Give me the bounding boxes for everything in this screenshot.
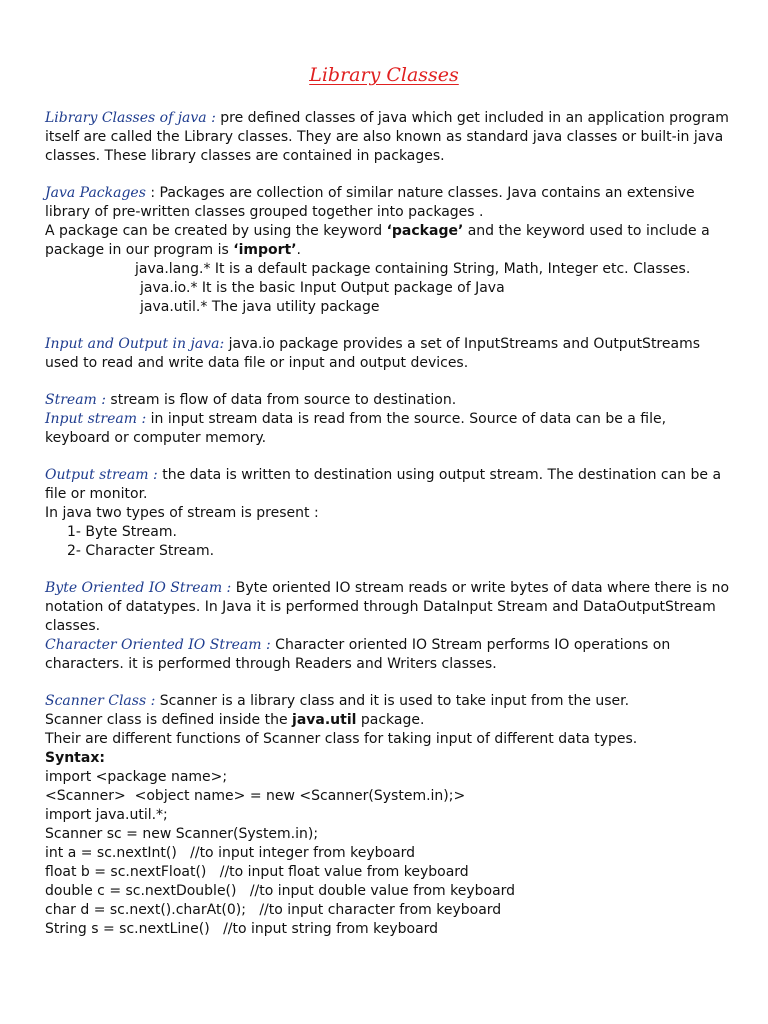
output-stream-paragraph: [45, 466, 735, 504]
code-line: Scanner sc = new Scanner(System.in);: [45, 826, 319, 842]
stream-heading: Stream :: [45, 392, 106, 408]
scanner-package-name: java.util: [292, 712, 357, 728]
code-line: float b = sc.nextFloat() //to input float value from keyboard: [45, 864, 469, 880]
stream-types-intro: In java two types of stream is present :: [45, 505, 319, 521]
package-item-java-util: java.util.* The java utility package: [140, 299, 380, 315]
syntax-label-line: [45, 749, 735, 768]
byte-stream-heading: Byte Oriented IO Stream :: [45, 580, 232, 596]
library-classes-heading: Library Classes of java :: [45, 110, 216, 126]
packages-keyword-paragraph: [45, 222, 735, 260]
scanner-paragraph: [45, 692, 735, 711]
char-stream-heading: Character Oriented IO Stream :: [45, 637, 271, 653]
keyword-import: ‘import’: [233, 242, 297, 258]
io-heading: Input and Output in java:: [45, 336, 225, 352]
list-item: 2- Character Stream.: [67, 543, 215, 559]
code-line: int a = sc.nextInt() //to input integer from keyboard: [45, 845, 416, 861]
io-paragraph: [45, 335, 735, 373]
input-stream-heading: Input stream :: [45, 411, 147, 427]
packages-text: : Packages are collection of similar nature classes. Java contains an extensive library of pre-written classes grouped together into packages .: [45, 185, 695, 220]
code-line: char d = sc.next().charAt(0); //to input character from keyboard: [45, 902, 502, 918]
code-line: double c = sc.nextDouble() //to input double value from keyboard: [45, 883, 516, 899]
stream-paragraph: [45, 391, 735, 410]
io-text: java.io package provides a set of InputStreams and OutputStreams used to read and write data file or input and output devices.: [45, 336, 701, 371]
char-stream-text: Character oriented IO Stream performs IO operations on characters. it is performed through Readers and Writers classes.: [45, 637, 671, 672]
scanner-package-line: [45, 711, 735, 730]
code-line: <Scanner> <object name> = new <Scanner(System.in);>: [45, 788, 466, 804]
packages-keyword-text-3: .: [296, 242, 301, 258]
input-stream-text: in input stream data is read from the source. Source of data can be a file, keyboard or computer memory.: [45, 411, 667, 446]
scanner-package-text-2: package.: [356, 712, 425, 728]
code-line: import <package name>;: [45, 769, 228, 785]
page-title: Library Classes: [309, 64, 459, 86]
stream-text: stream is flow of data from source to destination.: [105, 392, 457, 408]
document-body: [45, 109, 735, 939]
library-classes-paragraph: [45, 109, 735, 166]
package-item-java-io: java.io.* It is the basic Input Output package of Java: [140, 280, 505, 296]
code-line: String s = sc.nextLine() //to input string from keyboard: [45, 921, 439, 937]
packages-keyword-text-1: A package can be created by using the keyword: [45, 223, 387, 239]
output-stream-heading: Output stream :: [45, 467, 158, 483]
list-item: 1- Byte Stream.: [67, 524, 177, 540]
input-stream-paragraph: [45, 410, 735, 448]
scanner-functions-line: Their are different functions of Scanner class for taking input of different data types.: [45, 731, 638, 747]
library-classes-text: pre defined classes of java which get included in an application program itself are called the Library classes. They are also known as standard java classes or built-in java classes. These library classes are contained in packages.: [45, 110, 729, 164]
code-line: import java.util.*;: [45, 807, 168, 823]
byte-stream-paragraph: [45, 579, 735, 636]
packages-keyword-text-2: and the keyword used to include a package in our program is: [45, 223, 710, 258]
scanner-package-text-1: Scanner class is defined inside the: [45, 712, 293, 728]
package-item-java-lang: java.lang.* It is a default package containing String, Math, Integer etc. Classes.: [135, 261, 691, 277]
syntax-label: Syntax:: [45, 750, 105, 766]
scanner-text: Scanner is a library class and it is used to take input from the user.: [155, 693, 630, 709]
output-stream-text: the data is written to destination using output stream. The destination can be a file or monitor.: [45, 467, 722, 502]
packages-paragraph: [45, 184, 735, 222]
packages-heading: Java Packages: [45, 185, 146, 201]
keyword-package: ‘package’: [386, 223, 464, 239]
scanner-heading: Scanner Class :: [45, 693, 156, 709]
byte-stream-text: Byte oriented IO stream reads or write bytes of data where there is no notation of datatypes. In Java it is performed through DataInput Stream and DataOutputStream classes.: [45, 580, 730, 634]
char-stream-paragraph: [45, 636, 735, 674]
